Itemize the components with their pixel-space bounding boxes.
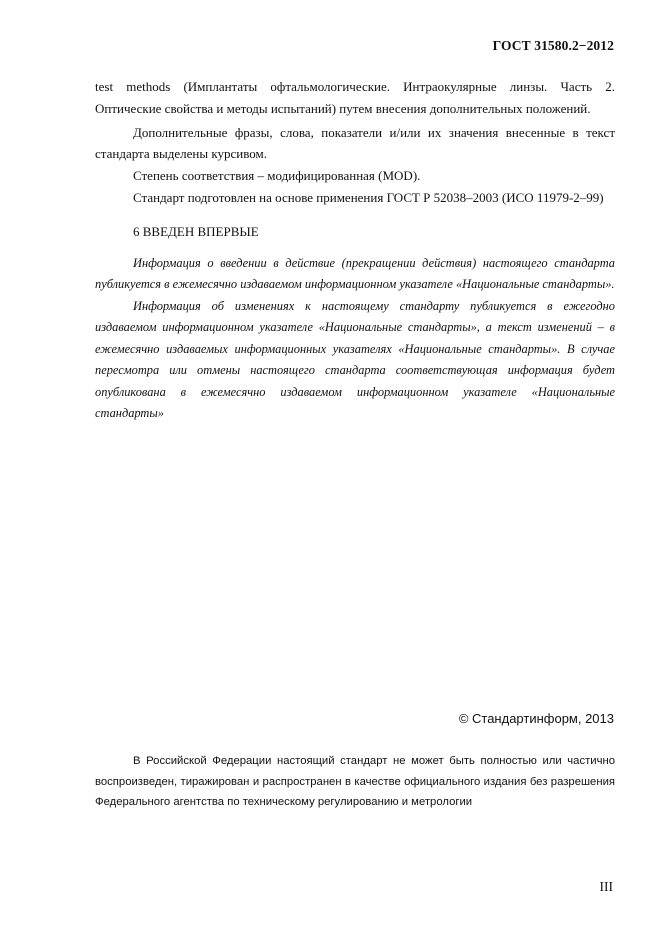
paragraph-conformity: Степень соответствия – модифицированная (MOD). [133, 168, 421, 184]
paragraph-italic-note: Дополнительные фразы, слова, показатели и/или их значения внесенные в текст стандарта выделены курсивом. [95, 124, 615, 162]
paragraph-basis: Стандарт подготовлен на основе применения ГОСТ Р 52038–2003 (ИСО 11979-2–99) [133, 189, 604, 205]
paragraph-intro: test methods (Имплантаты офтальмологические. Интраокулярные линзы. Часть 2. Оптические свойства и методы испытаний) путем внесения дополнительных положений. [95, 79, 615, 116]
page-number: III [599, 879, 613, 894]
section-6-heading: 6 ВВЕДЕН ВПЕРВЫЕ [133, 223, 259, 239]
info-paragraph-2: Информация об изменениях к настоящему стандарту публикуется в ежегодно издаваемом информационном указателе «Национальные стандарты», а текст изменений – в ежемесячно издаваемых информационных указателях «Национальные стандарты». В случае пересмотра или отмены настоящего стандарта соответствующая информация будет опубликована в ежемесячно издаваемом информационном указателе «Национальные стандарты» [95, 298, 615, 421]
reproduction-notice: В Российской Федерации настоящий стандарт не может быть полностью или частично воспроизведен, тиражирован и распространен в качестве официального издания без разрешения Федерального агентства по техническому регулированию и метрологии [95, 755, 615, 808]
info-paragraph-1: Информация о введении в действие (прекращении действия) настоящего стандарта публикуется в ежемесячно издаваемом информационном указателе «Национальные стандарты». [95, 255, 615, 292]
copyright: © Стандартинформ, 2013 [458, 711, 614, 726]
info-block [95, 253, 615, 425]
main-content [95, 76, 615, 425]
document-header-id: ГОСТ 31580.2−2012 [492, 38, 614, 53]
